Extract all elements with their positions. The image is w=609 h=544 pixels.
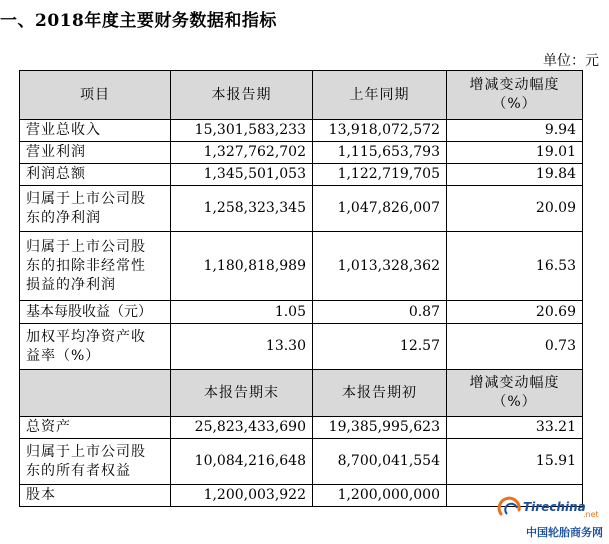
- row-prior: 8,700,041,554: [313, 439, 447, 485]
- header-change-pct: [447, 71, 583, 120]
- row-change: 9.94: [447, 120, 583, 142]
- row-change: 33.21: [447, 417, 583, 439]
- row-label-line1: 归属于上市公司股: [26, 190, 146, 207]
- header-item: 项目: [20, 71, 171, 120]
- row-prior: 1,013,328,362: [313, 232, 447, 301]
- row-label-line3: 损益的净利润: [26, 276, 116, 293]
- row-label: 总资产: [20, 417, 171, 439]
- table-row: [20, 142, 583, 164]
- table-row: [20, 164, 583, 186]
- subheader-period-start: 本报告期初: [313, 370, 447, 417]
- row-change: 15.91: [447, 439, 583, 485]
- financial-data-table: [19, 70, 583, 507]
- row-label-line1: 归属于上市公司股: [26, 443, 146, 460]
- row-current: 15,301,583,233: [171, 120, 313, 142]
- row-label-line2: 东的扣除非经常性: [26, 257, 146, 274]
- row-current: 1,345,501,053: [171, 164, 313, 186]
- table-row: [20, 120, 583, 142]
- row-change: 19.84: [447, 164, 583, 186]
- row-current: 1,258,323,345: [171, 186, 313, 232]
- subheader-change-line1: 增减变动幅度: [469, 375, 560, 391]
- row-change: 19.01: [447, 142, 583, 164]
- row-prior: 12.57: [313, 324, 447, 370]
- subheader-period-end: 本报告期末: [171, 370, 313, 417]
- row-prior: 13,918,072,572: [313, 120, 447, 142]
- row-current: 1,180,818,989: [171, 232, 313, 301]
- row-label: [20, 439, 171, 485]
- watermark-caption: 中国轮胎商务网: [526, 526, 603, 539]
- row-label: [20, 232, 171, 301]
- table-row: [20, 439, 583, 485]
- row-label-line1: 归属于上市公司股: [26, 238, 146, 255]
- watermark-logo: [495, 496, 603, 540]
- row-label: [20, 186, 171, 232]
- row-label: 股本: [20, 485, 171, 507]
- unit-label: 单位：元: [543, 53, 599, 69]
- header-current-period: 本报告期: [171, 71, 313, 120]
- row-change: 0.73: [447, 324, 583, 370]
- table-header-row: [20, 71, 583, 120]
- svg-text:.net: .net: [583, 510, 599, 519]
- row-current: 1,200,003,922: [171, 485, 313, 507]
- row-current: 1.05: [171, 301, 313, 324]
- row-prior: 19,385,995,623: [313, 417, 447, 439]
- row-label: 利润总额: [20, 164, 171, 186]
- section-title: 一、2018年度主要财务数据和指标: [0, 11, 277, 31]
- table-row: [20, 232, 583, 301]
- row-current: 10,084,216,648: [171, 439, 313, 485]
- header-change-line2: （%）: [492, 96, 537, 112]
- table-row: [20, 186, 583, 232]
- row-label: 营业总收入: [20, 120, 171, 142]
- row-change: 20.69: [447, 301, 583, 324]
- row-label-line2: 东的所有者权益: [26, 462, 131, 479]
- subheader-change-line2: （%）: [492, 394, 537, 410]
- row-current: 25,823,433,690: [171, 417, 313, 439]
- row-label: [20, 324, 171, 370]
- header-prior-period: 上年同期: [313, 71, 447, 120]
- row-change: 20.09: [447, 186, 583, 232]
- table-row: [20, 417, 583, 439]
- row-current: 13.30: [171, 324, 313, 370]
- row-prior: 1,200,000,000: [313, 485, 447, 507]
- header-change-line1: 增减变动幅度: [469, 77, 560, 93]
- table-subheader-row: [20, 370, 583, 417]
- table-row: [20, 324, 583, 370]
- row-label-line1: 加权平均净资产收: [26, 328, 146, 345]
- row-prior: 1,115,653,793: [313, 142, 447, 164]
- tirechina-logo-icon: [497, 496, 601, 520]
- row-prior: 1,047,826,007: [313, 186, 447, 232]
- row-prior: 1,122,719,705: [313, 164, 447, 186]
- subheader-item: [20, 370, 171, 417]
- row-label: 营业利润: [20, 142, 171, 164]
- row-prior: 0.87: [313, 301, 447, 324]
- row-label-line2: 益率（%）: [26, 347, 101, 364]
- row-label: 基本每股收益（元）: [20, 301, 171, 324]
- table-row: [20, 301, 583, 324]
- row-current: 1,327,762,702: [171, 142, 313, 164]
- row-change: 16.53: [447, 232, 583, 301]
- subheader-change-pct: [447, 370, 583, 417]
- row-label-line2: 东的净利润: [26, 209, 101, 226]
- svg-text:Tirechina: Tirechina: [523, 500, 586, 514]
